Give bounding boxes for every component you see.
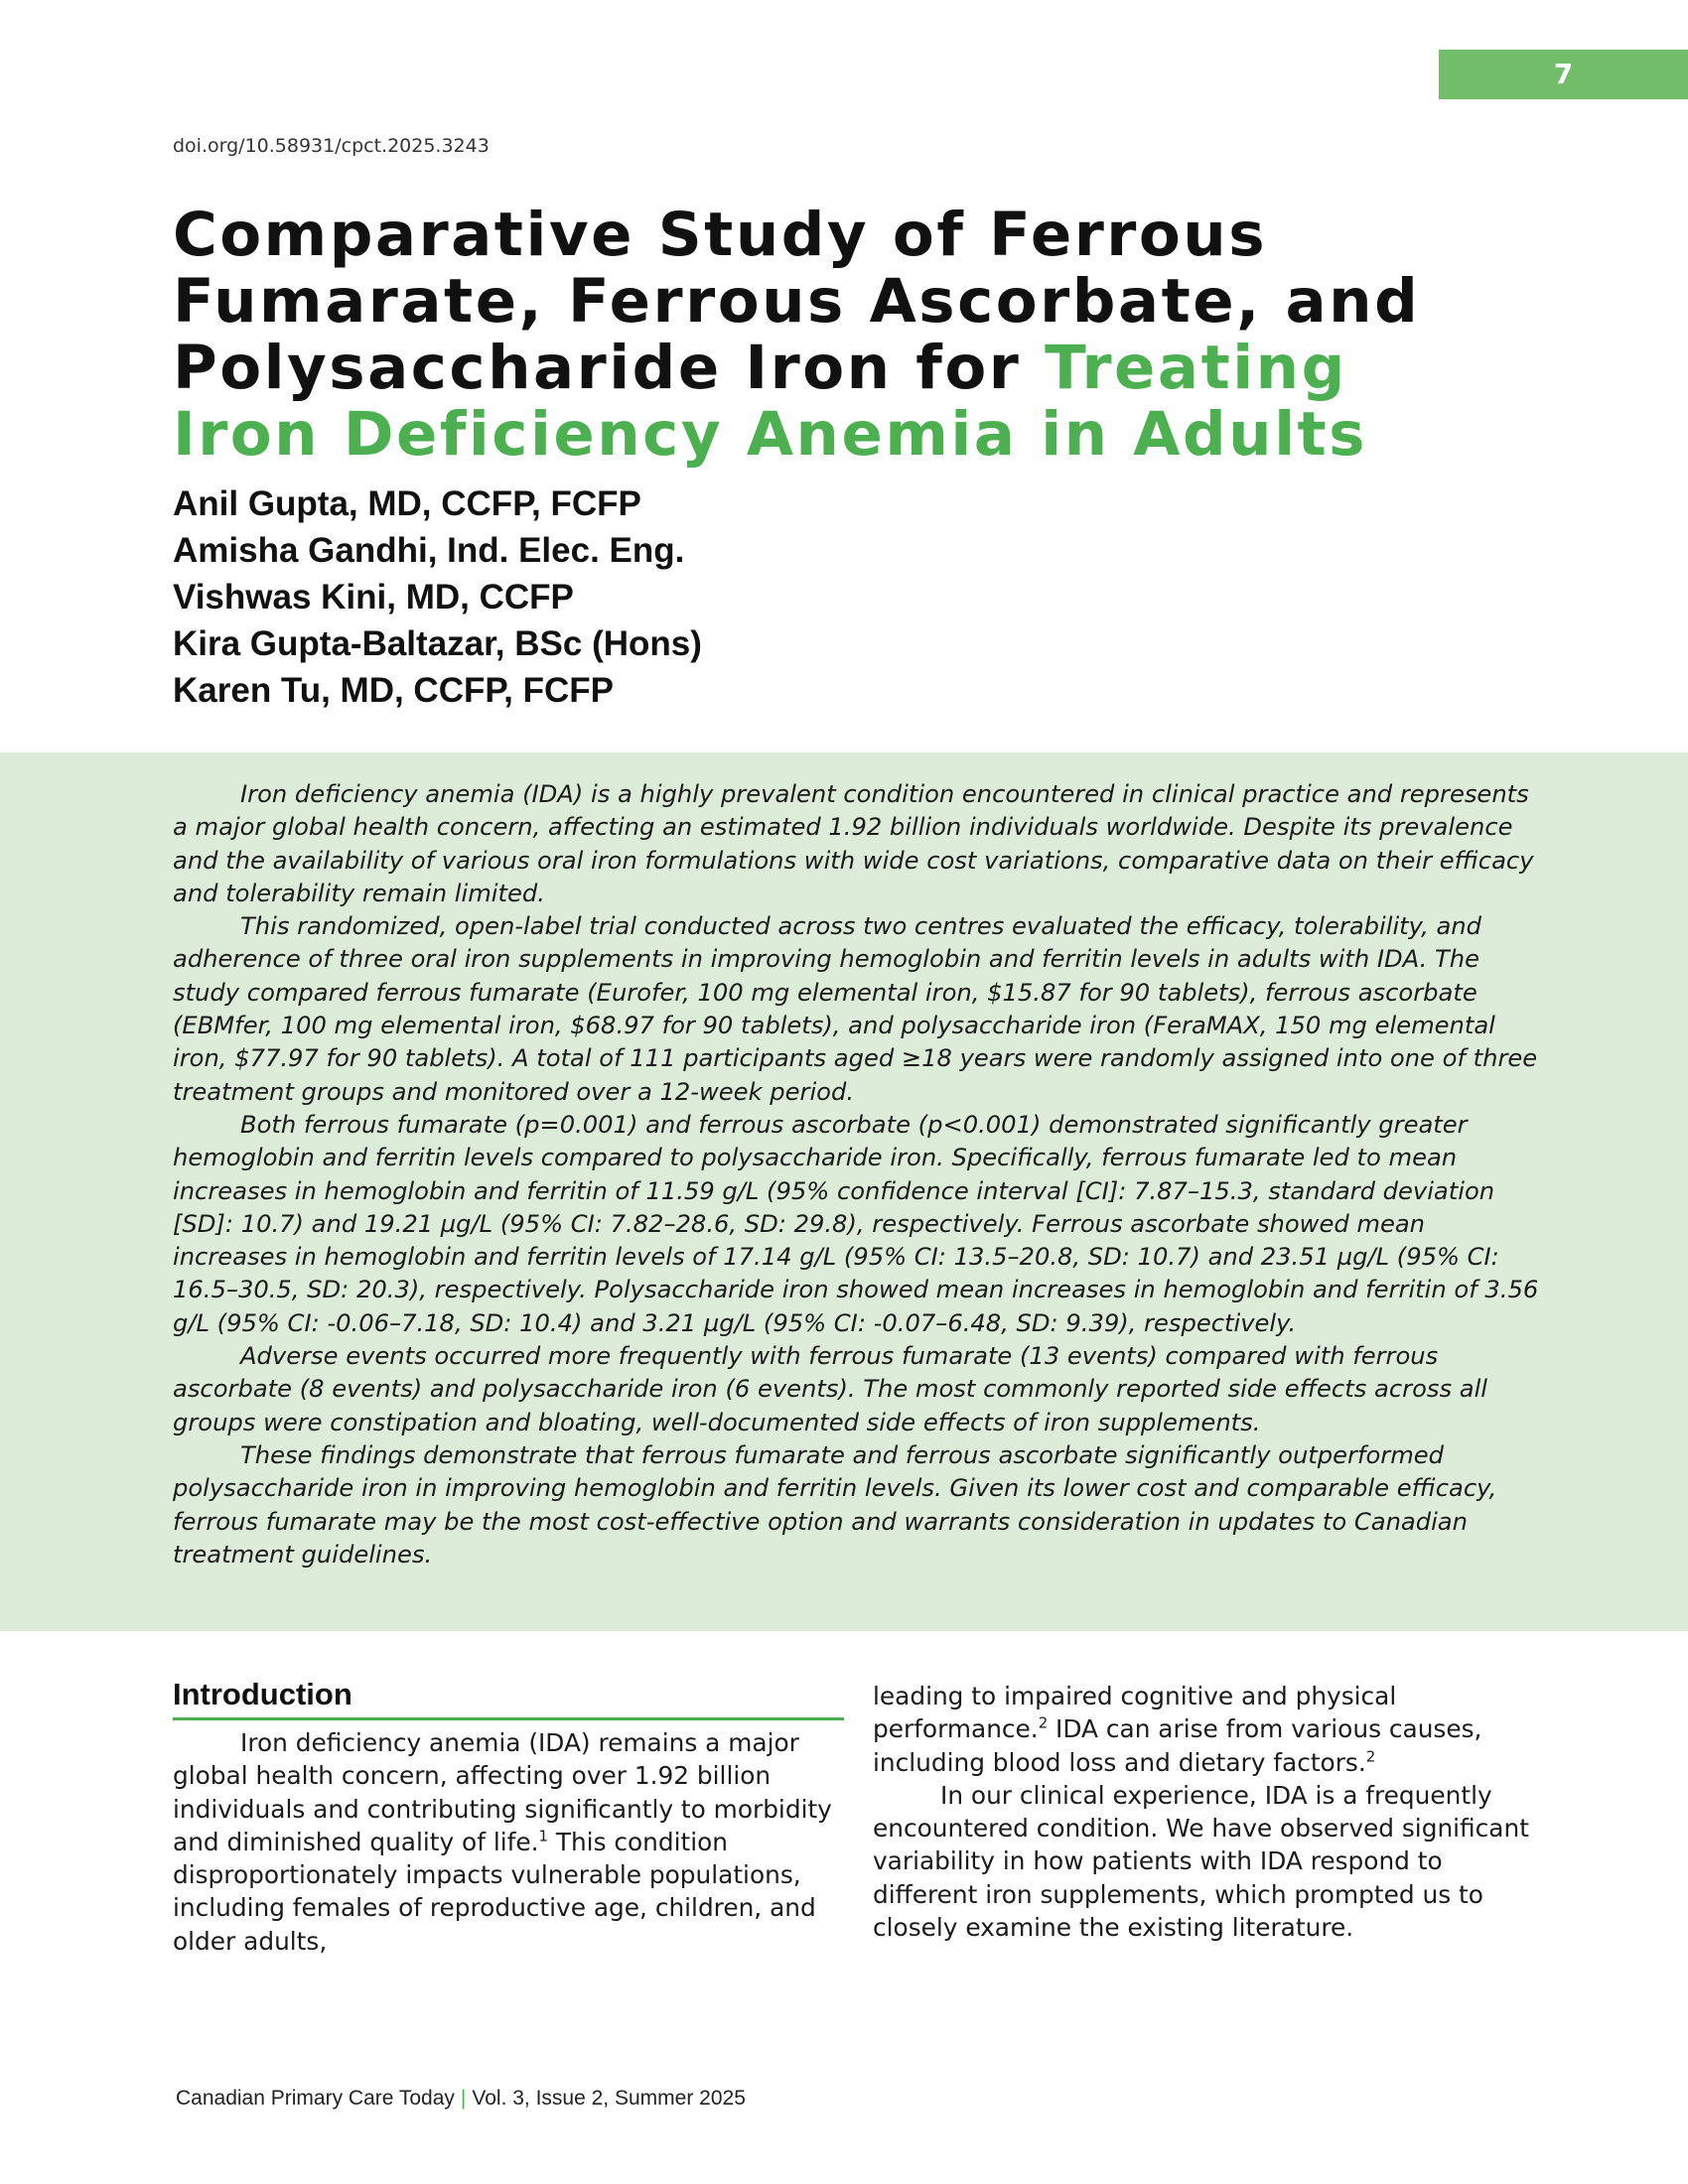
- journal-issue: Vol. 3, Issue 2, Summer 2025: [472, 2087, 746, 2110]
- page-footer: [176, 2087, 746, 2111]
- author-list: [173, 480, 702, 714]
- body-column-right: [873, 1680, 1548, 1944]
- intro-text: leading to impaired cognitive and physical performance.: [873, 1682, 1397, 1744]
- intro-paragraph: [873, 1680, 1548, 1779]
- author-name: Kira Gupta-Baltazar, BSc (Hons): [173, 624, 702, 663]
- abstract-paragraph: Adverse events occurred more frequently with ferrous fumarate (13 events) compared with ferrous ascorbate (8 events) and polysaccharide iron (6 events). The most commonly reported side effects across all groups were constipation and bloating, well-documented side effects of iron supplements.: [173, 1342, 1488, 1436]
- abstract-text: [173, 778, 1543, 1571]
- title-line-4-accent: Iron Deficiency Anemia in Adults: [173, 399, 1367, 470]
- abstract-paragraph: Iron deficiency anemia (IDA) is a highly prevalent condition encountered in clinical practice and represents a major global health concern, affecting an estimated 1.92 billion individuals worldwide. Despite its prevalence and the availability of various oral iron formulations with wide cost variations, comparative data on their efficacy and tolerability remain limited.: [173, 780, 1534, 907]
- section-heading-introduction: Introduction: [173, 1676, 844, 1720]
- reference-marker[interactable]: 2: [1365, 1747, 1376, 1766]
- author-name: Karen Tu, MD, CCFP, FCFP: [173, 671, 615, 710]
- abstract-paragraph: This randomized, open-label trial conducted across two centres evaluated the efficacy, tolerability, and adherence of three oral iron supplements in improving hemoglobin and ferritin levels in adults with IDA. The study compared ferrous fumarate (Eurofer, 100 mg elemental iron, $15.87 for 90 tablets), ferrous ascorbate (EBMfer, 100 mg elemental iron, $68.97 for 90 tablets), and polysaccharide iron (FeraMAX, 150 mg elemental iron, $77.97 for 90 tablets). A total of 111 participants aged ≥18 years were randomly assigned into one of three treatment groups and monitored over a 12-week period.: [173, 912, 1538, 1106]
- intro-text: This condition disproportionately impacts vulnerable populations, including females of reproductive age, children, and older adults,: [173, 1827, 816, 1956]
- footer-separator: |: [460, 2087, 467, 2110]
- reference-marker[interactable]: 2: [1038, 1714, 1049, 1733]
- article-title: [173, 202, 1483, 468]
- author-name: Amisha Gandhi, Ind. Elec. Eng.: [173, 531, 685, 570]
- author-name: Vishwas Kini, MD, CCFP: [173, 578, 574, 616]
- intro-text: IDA can arise from various causes, including blood loss and dietary factors.: [873, 1714, 1482, 1777]
- intro-text: Iron deficiency anemia (IDA) remains a major global health concern, affecting over 1.92 billion individuals and contributing significantly to morbidity and diminished quality of life.: [173, 1728, 832, 1856]
- body-column-left: [173, 1676, 844, 1958]
- journal-name: Canadian Primary Care Today: [176, 2087, 455, 2110]
- page-number-tab: 7: [1439, 50, 1688, 99]
- doi-link[interactable]: doi.org/10.58931/cpct.2025.3243: [173, 135, 490, 157]
- author-name: Anil Gupta, MD, CCFP, FCFP: [173, 484, 641, 523]
- intro-paragraph: In our clinical experience, IDA is a frequently encountered condition. We have observed significant variability in how patients with IDA respond to different iron supplements, which prompted us to closely examine the existing literature.: [873, 1780, 1529, 1943]
- title-line-1: Comparative Study of Ferrous: [173, 200, 1267, 270]
- abstract-paragraph: These findings demonstrate that ferrous fumarate and ferrous ascorbate significantly outperformed polysaccharide iron in improving hemoglobin and ferritin levels. Given its lower cost and comparable efficacy, ferrous fumarate may be the most cost-effective option and warrants consideration in updates to Canadian treatment guidelines.: [173, 1440, 1497, 1569]
- abstract-paragraph: Both ferrous fumarate (p=0.001) and ferrous ascorbate (p<0.001) demonstrated significantly greater hemoglobin and ferritin levels compared to polysaccharide iron. Specifically, ferrous fumarate led to mean increases in hemoglobin and ferritin of 11.59 g/L (95% confidence interval [CI]: 7.87–15.3, standard deviation [SD]: 10.7) and 19.21 µg/L (95% CI: 7.82–28.6, SD: 29.8), respectively. Ferrous ascorbate showed mean increases in hemoglobin and ferritin levels of 17.14 g/L (95% CI: 13.5–20.8, SD: 10.7) and 23.51 µg/L (95% CI: 16.5–30.5, SD: 20.3), respectively. Polysaccharide iron showed mean increases in hemoglobin and ferritin of 3.56 g/L (95% CI: -0.06–7.18, SD: 10.4) and 3.21 µg/L (95% CI: -0.07–6.48, SD: 9.39), respectively.: [173, 1110, 1539, 1337]
- intro-paragraph: [173, 1726, 844, 1958]
- title-line-2: Fumarate, Ferrous Ascorbate, and: [173, 266, 1421, 337]
- title-line-3: Polysaccharide Iron for: [173, 333, 1046, 403]
- reference-marker[interactable]: 1: [538, 1827, 548, 1845]
- title-line-3-accent: Treating: [1045, 333, 1347, 403]
